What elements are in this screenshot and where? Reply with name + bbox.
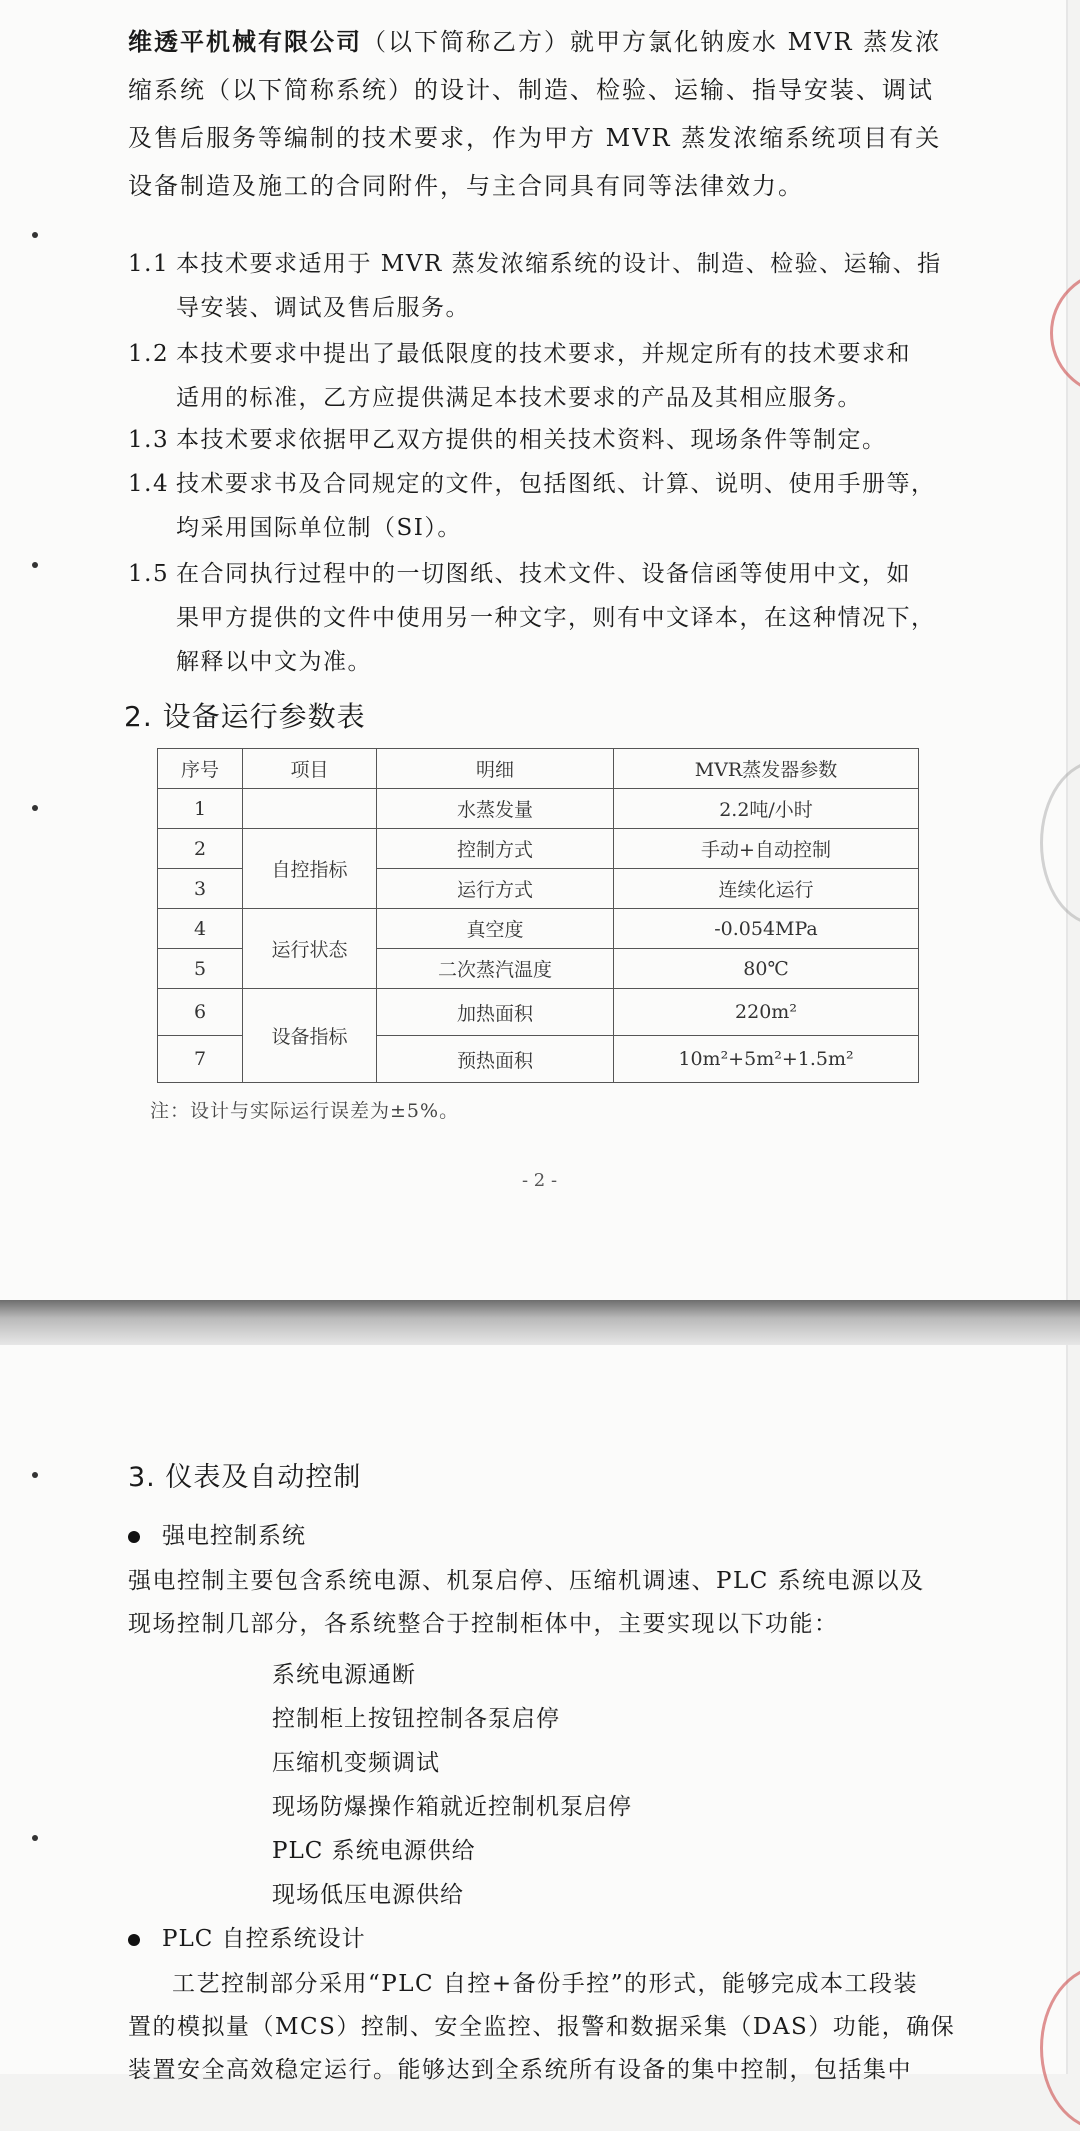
function-item: PLC 系统电源供给: [272, 1838, 476, 1864]
bullet-plc: PLC 自控系统设计: [128, 1920, 366, 1953]
intro-paragraph: [128, 18, 948, 210]
page-number: - 2 -: [522, 1170, 558, 1191]
function-item: 系统电源通断: [272, 1662, 416, 1688]
table-cell: 预热面积: [377, 1036, 614, 1083]
function-item: 现场低压电源供给: [272, 1882, 464, 1908]
scan-speck: [32, 562, 38, 568]
clause-1-3: 1.3 本技术要求依据甲乙双方提供的相关技术资料、现场条件等制定。: [128, 427, 887, 453]
section-2-title: 2. 设备运行参数表: [124, 700, 366, 733]
table-cell: 7: [158, 1036, 243, 1083]
table-header: 序号: [158, 749, 243, 789]
intro-text: （以下简称乙方）就甲方氯化钠废水 MVR 蒸发浓缩系统（以下简称系统）的设计、制造、检验、运输、指导安装、调试及售后服务等编制的技术要求，作为甲方 MVR 蒸发浓缩系统项目有关设备制造及施工的合同附件，与主合同具有同等法律效力。: [128, 28, 942, 200]
clause-1-4: 1.4 技术要求书及合同规定的文件，包括图纸、计算、说明、使用手册等， 均采用国际单位制（SI）。: [128, 471, 936, 541]
table-cell: 2: [158, 829, 243, 869]
table-cell: 4: [158, 909, 243, 949]
table-cell: 真空度: [377, 909, 614, 949]
table-cell: 2.2吨/小时: [614, 789, 919, 829]
clause-1-2: 1.2 本技术要求中提出了最低限度的技术要求，并规定所有的技术要求和 适用的标准，乙方应提供满足本技术要求的产品及其相应服务。: [128, 341, 911, 411]
table-cell: 加热面积: [377, 989, 614, 1036]
scan-speck: [32, 1835, 38, 1841]
table-cell: [243, 789, 377, 829]
table-cell: 控制方式: [377, 829, 614, 869]
red-seal-stamp: [1050, 270, 1080, 396]
table-cell: 手动+自动控制: [614, 829, 919, 869]
table-header: MVR蒸发器参数: [614, 749, 919, 789]
red-seal-stamp: [1040, 1965, 1080, 2131]
table-group-cell: 自控指标: [243, 829, 377, 909]
table-cell: 220m²: [614, 989, 919, 1036]
table-cell: 二次蒸汽温度: [377, 949, 614, 989]
table-cell: 水蒸发量: [377, 789, 614, 829]
table-note: 注：设计与实际运行误差为±5%。: [150, 1100, 460, 1122]
parameter-table: [157, 748, 919, 1083]
table-cell: 1: [158, 789, 243, 829]
bullet-heavy-current: 强电控制系统: [128, 1517, 306, 1550]
function-item: 压缩机变频调试: [272, 1750, 440, 1776]
table-cell: 80℃: [614, 949, 919, 989]
table-group-cell: 设备指标: [243, 989, 377, 1083]
table-cell: 5: [158, 949, 243, 989]
table-cell: 连续化运行: [614, 869, 919, 909]
scan-speck: [32, 1472, 38, 1478]
page-separator: [0, 1300, 1080, 1345]
scan-speck: [32, 805, 38, 811]
clause-1-1: 1.1 本技术要求适用于 MVR 蒸发浓缩系统的设计、制造、检验、运输、指 导安装、调试及售后服务。: [128, 251, 942, 321]
table-cell: 3: [158, 869, 243, 909]
bullet-dot-icon: [128, 1531, 140, 1543]
table-row: [158, 789, 919, 829]
function-item: 现场防爆操作箱就近控制机泵启停: [272, 1794, 632, 1820]
function-item: 控制柜上按钮控制各泵启停: [272, 1706, 560, 1732]
section-3-title: 3. 仪表及自动控制: [128, 1462, 362, 1493]
table-group-cell: 运行状态: [243, 909, 377, 989]
clause-1-5: 1.5 在合同执行过程中的一切图纸、技术文件、设备信函等使用中文，如 果甲方提供的文件中使用另一种文字，则有中文译本，在这种情况下， 解释以中文为准。: [128, 561, 936, 675]
table-cell: -0.054MPa: [614, 909, 919, 949]
table-header: 项目: [243, 749, 377, 789]
company-name: 维透平机械有限公司: [128, 27, 362, 56]
plc-paragraph: 工艺控制部分采用“PLC 自控+备份手控”的形式，能够完成本工段装 置的模拟量（MCS）控制、安全监控、报警和数据采集（DAS）功能，确保 装置安全高效稳定运行。能够达到全系统所有设备的集中控制，包括集中: [128, 1971, 956, 2083]
table-header: 明细: [377, 749, 614, 789]
table-row: [158, 989, 919, 1036]
heavy-current-paragraph: 强电控制主要包含系统电源、机泵启停、压缩机调速、PLC 系统电源以及 现场控制几部分，各系统整合于控制柜体中，主要实现以下功能：: [128, 1568, 925, 1637]
table-cell: 6: [158, 989, 243, 1036]
table-row: [158, 829, 919, 869]
table-header-row: [158, 749, 919, 789]
table-cell: 运行方式: [377, 869, 614, 909]
scan-speck: [32, 232, 38, 238]
seal-edge-mark: [1040, 760, 1080, 926]
table-cell: 10m²+5m²+1.5m²: [614, 1036, 919, 1083]
table-row: [158, 909, 919, 949]
document-page-3: [0, 1345, 1066, 2083]
bullet-dot-icon: [128, 1934, 140, 1946]
